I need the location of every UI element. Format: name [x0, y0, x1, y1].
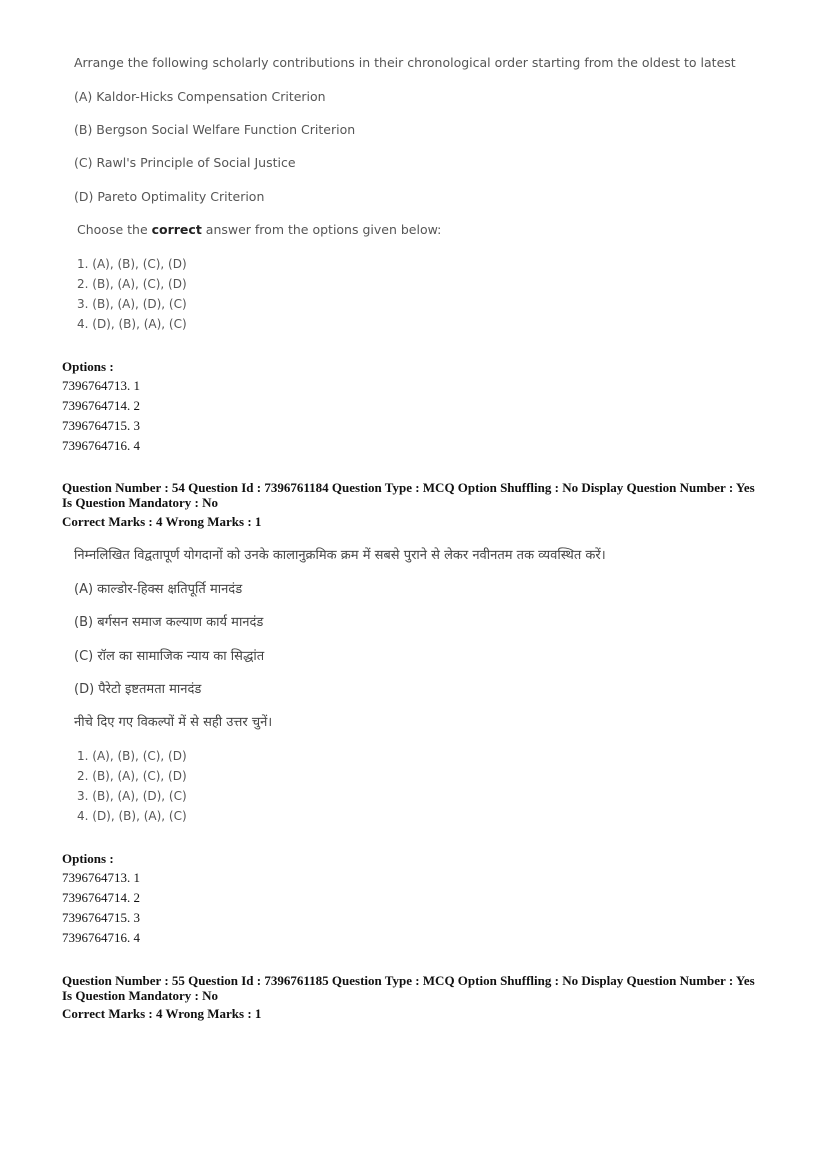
- option-4: 7396764716. 4: [62, 930, 140, 945]
- option-1: 7396764713. 1: [62, 378, 140, 393]
- choice-2: 2. (B), (A), (C), (D): [77, 769, 187, 783]
- choice-1: 1. (A), (B), (C), (D): [77, 749, 187, 763]
- item-b-hindi: (B) बर्गसन समाज कल्याण कार्य मानदंड: [74, 615, 264, 630]
- choose-instruction: Choose the correct answer from the options given below:: [77, 222, 442, 237]
- item-d-hindi: (D) पैरेटो इष्टतमता मानदंड: [74, 682, 202, 697]
- choice-3: 3. (B), (A), (D), (C): [77, 297, 187, 311]
- question-stem: Arrange the following scholarly contributions in their chronological order starting from the oldest to latest: [74, 55, 736, 70]
- question-55-mandatory: Is Question Mandatory : No: [62, 988, 219, 1003]
- item-c-hindi: (C) रॉल का सामाजिक न्याय का सिद्धांत: [74, 649, 265, 664]
- choose-instruction-hindi: नीचे दिए गए विकल्पों में से सही उत्तर चुनें।: [74, 715, 273, 730]
- choice-2: 2. (B), (A), (C), (D): [77, 277, 187, 291]
- question-54-marks: Correct Marks : 4 Wrong Marks : 1: [62, 514, 262, 529]
- option-3: 7396764715. 3: [62, 910, 140, 925]
- question-55-header: Question Number : 55 Question Id : 7396761185 Question Type : MCQ Option Shuffling : No Display Question Number : Yes: [62, 973, 755, 988]
- option-2: 7396764714. 2: [62, 890, 140, 905]
- choice-3: 3. (B), (A), (D), (C): [77, 789, 187, 803]
- item-d: (D) Pareto Optimality Criterion: [74, 189, 265, 204]
- options-label: Options :: [62, 851, 114, 866]
- choice-1: 1. (A), (B), (C), (D): [77, 257, 187, 271]
- choice-4: 4. (D), (B), (A), (C): [77, 317, 187, 331]
- choice-4: 4. (D), (B), (A), (C): [77, 809, 187, 823]
- option-3: 7396764715. 3: [62, 418, 140, 433]
- question-54-mandatory: Is Question Mandatory : No: [62, 495, 219, 510]
- question-55-marks: Correct Marks : 4 Wrong Marks : 1: [62, 1006, 262, 1021]
- item-c: (C) Rawl's Principle of Social Justice: [74, 155, 296, 170]
- item-a: (A) Kaldor-Hicks Compensation Criterion: [74, 89, 326, 104]
- option-4: 7396764716. 4: [62, 438, 140, 453]
- option-2: 7396764714. 2: [62, 398, 140, 413]
- item-b: (B) Bergson Social Welfare Function Criterion: [74, 122, 356, 137]
- options-label: Options :: [62, 359, 114, 374]
- option-1: 7396764713. 1: [62, 870, 140, 885]
- question-54-header: Question Number : 54 Question Id : 7396761184 Question Type : MCQ Option Shuffling : No Display Question Number : Yes: [62, 480, 755, 495]
- item-a-hindi: (A) काल्डोर-हिक्स क्षतिपूर्ति मानदंड: [74, 582, 243, 597]
- question-stem-hindi: निम्नलिखित विद्वतापूर्ण योगदानों को उनके कालानुक्रमिक क्रम में सबसे पुराने से लेकर नवीनतम तक व्यवस्थित करें।: [74, 548, 606, 563]
